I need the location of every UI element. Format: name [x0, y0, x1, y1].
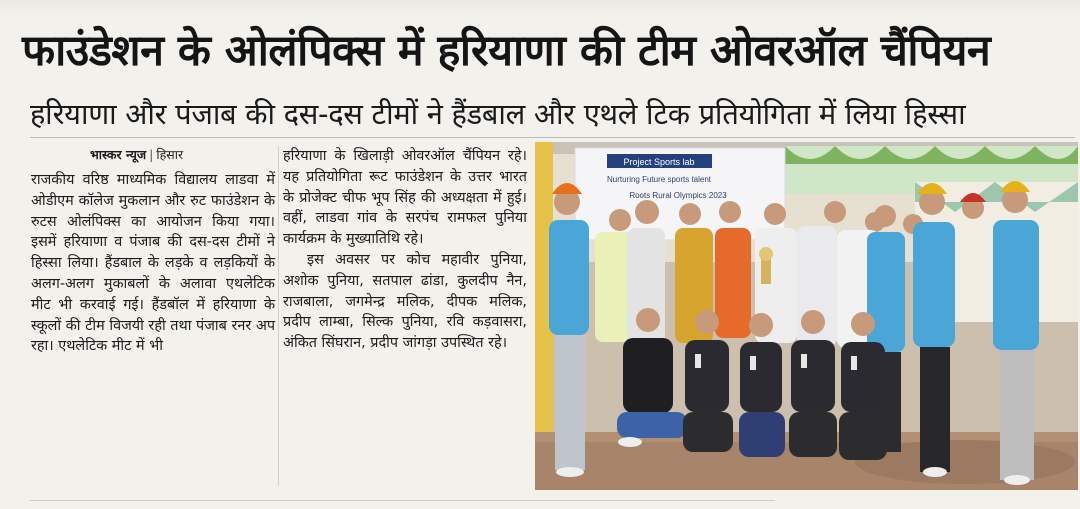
dateline-separator: |: [149, 147, 154, 162]
article-column-1: [31, 170, 275, 357]
column-2-paragraph-2: इस अवसर पर कोच महावीर पुनिया, अशोक पुनिया, सतपाल ढांडा, कुलदीप नैन, राजबाला, जगमेन्द्र मलिक, दीपक मलिक, प्रदीप लाम्बा, सिल्क पुनिया, रवि कड़वासरा, अंकित सिंघरान, प्रदीप जांगड़ा उपस्थित रहे।: [283, 251, 527, 352]
cropped-top-edge: [0, 0, 1080, 14]
header-divider: [30, 137, 1075, 138]
bottom-divider: [30, 500, 775, 501]
coach-left: [549, 183, 589, 470]
bureau-name: भास्कर न्यूज: [90, 147, 147, 162]
team-photo: [535, 142, 1078, 490]
article-column-2: [283, 146, 527, 354]
column-divider: [278, 146, 279, 486]
column-2-paragraph-1: हरियाणा के खिलाड़ी ओवरऑल चैंपियन रहे। यह प्रतियोगिता रूट फाउंडेशन के उत्तर भारत के प्रोजेक्ट चीफ भूप सिंह की अध्यक्षता में हुई। वहीं, लाडवा गांव के सरपंच रामफल पुनिया कार्यक्रम के मुख्यातिथि रहे।: [283, 148, 527, 248]
banner-line-2: Nurturing Future sports talent: [606, 175, 712, 184]
column-1-text: राजकीय वरिष्ठ माध्यमिक विद्यालय लाडवा में ओडीएम कॉलेज मुकलान और रुट फाउंडेशन के रुटस ओलंपिक्स का आयोजन किया गया। इसमें हरियाणा व पंजाब की दस-दस टीमों ने हिस्सा लिया। हैंडबाल के लड़के व लड़कियों के अलग-अलग मुकाबलों के अलावा एथलेटिक मीट भी करवाई गई। हैंडबॉल में हरियाणा के स्कूलों की टीम विजयी रही तथा पंजाब रनर अप रहा। एथलेटिक मीट में भी: [31, 172, 275, 355]
dateline: [90, 146, 183, 164]
dateline-location: हिसार: [156, 147, 184, 162]
back-row-shirts: [595, 226, 879, 348]
article-subheadline: हरियाणा और पंजाब की दस-दस टीमों ने हैंडबाल और एथले टिक प्रतियोगिता में लिया हिस्सा: [30, 97, 966, 131]
trophy: [759, 247, 773, 284]
article-headline: फाउंडेशन के ओलंपिक्स में हरियाणा की टीम ओवरऑल चैंपियन: [22, 26, 991, 76]
event-banner: [575, 148, 785, 240]
banner-line-3: Roots Rural Olympics 2023: [629, 191, 727, 200]
team-photo-illustration: [535, 142, 1078, 490]
banner-line-1: Project Sports lab: [623, 157, 695, 167]
